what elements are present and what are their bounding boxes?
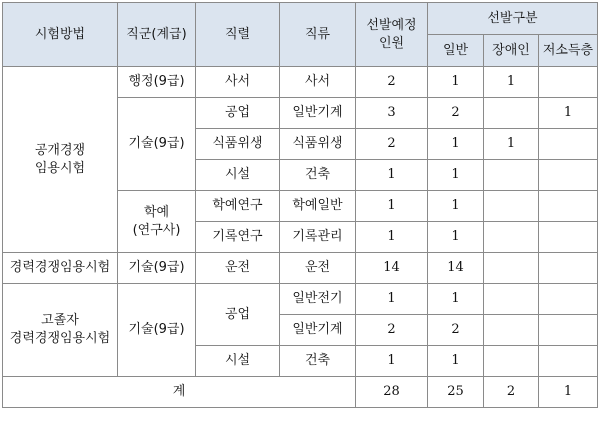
header-job-series: 직렬 [196, 3, 280, 67]
method-open-line2: 임용시험 [34, 160, 86, 176]
planned-cell: 1 [356, 191, 428, 222]
disabled-cell [484, 98, 539, 129]
group-research-line1: 학예 [143, 204, 170, 220]
method-open-line1: 공개경쟁 [34, 142, 86, 158]
planned-cell: 2 [356, 67, 428, 98]
disabled-cell [484, 284, 539, 315]
group-research-line2: (연구사) [132, 222, 181, 238]
series-cell: 시설 [196, 346, 280, 377]
disabled-cell [484, 191, 539, 222]
planned-cell: 2 [356, 315, 428, 346]
disabled-cell [484, 346, 539, 377]
total-label: 계 [3, 377, 356, 408]
series-cell: 공업 [196, 98, 280, 129]
general-cell: 14 [428, 253, 484, 284]
series-cell: 공업 [196, 284, 280, 346]
table-row [3, 284, 598, 315]
series-cell: 식품위생 [196, 129, 280, 160]
planned-cell: 1 [356, 346, 428, 377]
planned-cell: 3 [356, 98, 428, 129]
total-low-income: 1 [539, 377, 598, 408]
disabled-cell [484, 315, 539, 346]
header-selection-category: 선발구분 [428, 3, 598, 35]
general-cell: 1 [428, 129, 484, 160]
group-tech-highschool: 기술(9급) [118, 284, 196, 377]
total-planned: 28 [356, 377, 428, 408]
disabled-cell [484, 160, 539, 191]
field-cell: 사서 [280, 67, 356, 98]
planned-cell: 14 [356, 253, 428, 284]
group-tech-career: 기술(9급) [118, 253, 196, 284]
general-cell: 1 [428, 67, 484, 98]
method-highschool-career [3, 284, 118, 377]
low-income-cell: 1 [539, 98, 598, 129]
field-cell: 일반전기 [280, 284, 356, 315]
low-income-cell [539, 346, 598, 377]
series-cell: 기록연구 [196, 222, 280, 253]
group-admin: 행정(9급) [118, 67, 196, 98]
recruitment-table [2, 2, 598, 408]
planned-cell: 1 [356, 222, 428, 253]
total-row [3, 377, 598, 408]
disabled-cell [484, 253, 539, 284]
method-hs-line1: 고졸자 [41, 313, 79, 329]
field-cell: 기록관리 [280, 222, 356, 253]
group-research [118, 191, 196, 253]
field-cell: 운전 [280, 253, 356, 284]
method-open-competition [3, 67, 118, 253]
method-hs-line2: 경력경쟁임용시험 [9, 331, 111, 346]
general-cell: 2 [428, 98, 484, 129]
disabled-cell: 1 [484, 67, 539, 98]
series-cell: 시설 [196, 160, 280, 191]
low-income-cell [539, 160, 598, 191]
general-cell: 1 [428, 284, 484, 315]
general-cell: 1 [428, 222, 484, 253]
low-income-cell [539, 315, 598, 346]
low-income-cell [539, 191, 598, 222]
method-career-competition: 경력경쟁임용시험 [3, 253, 118, 284]
planned-cell: 2 [356, 129, 428, 160]
header-planned-count [356, 3, 428, 67]
series-cell: 학예연구 [196, 191, 280, 222]
low-income-cell [539, 284, 598, 315]
low-income-cell [539, 222, 598, 253]
general-cell: 1 [428, 160, 484, 191]
header-exam-method: 시험방법 [3, 3, 118, 67]
general-cell: 1 [428, 191, 484, 222]
table-row [3, 67, 598, 98]
field-cell: 일반기계 [280, 315, 356, 346]
field-cell: 식품위생 [280, 129, 356, 160]
header-planned-line1: 선발예정 [366, 17, 417, 33]
general-cell: 1 [428, 346, 484, 377]
general-cell: 2 [428, 315, 484, 346]
planned-cell: 1 [356, 160, 428, 191]
series-cell: 사서 [196, 67, 280, 98]
total-general: 25 [428, 377, 484, 408]
field-cell: 학예일반 [280, 191, 356, 222]
field-cell: 건축 [280, 160, 356, 191]
low-income-cell [539, 129, 598, 160]
low-income-cell [539, 253, 598, 284]
field-cell: 일반기계 [280, 98, 356, 129]
header-job-group: 직군(계급) [118, 3, 196, 67]
header-planned-line2: 인원 [378, 35, 405, 51]
header-job-field: 직류 [280, 3, 356, 67]
disabled-cell [484, 222, 539, 253]
header-low-income: 저소득층 [539, 35, 598, 67]
total-disabled: 2 [484, 377, 539, 408]
table-row [3, 253, 598, 284]
header-general: 일반 [428, 35, 484, 67]
disabled-cell: 1 [484, 129, 539, 160]
planned-cell: 1 [356, 284, 428, 315]
group-tech-open: 기술(9급) [118, 98, 196, 191]
series-cell: 운전 [196, 253, 280, 284]
low-income-cell [539, 67, 598, 98]
header-disabled: 장애인 [484, 35, 539, 67]
field-cell: 건축 [280, 346, 356, 377]
